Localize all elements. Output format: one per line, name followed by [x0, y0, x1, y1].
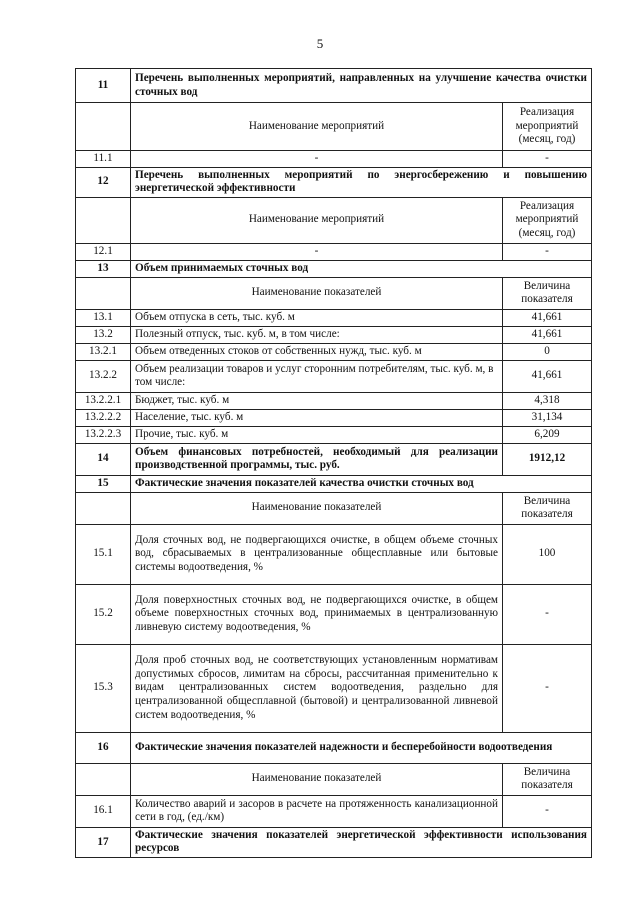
table-row [76, 409, 592, 426]
row-number: 13.2.2.2 [76, 409, 131, 426]
row-name: Объем отпуска в сеть, тыс. куб. м [131, 309, 503, 326]
table-row [76, 584, 592, 644]
row-number: 12.1 [76, 243, 131, 260]
row-value: 31,134 [503, 409, 592, 426]
table-row [76, 151, 592, 168]
row-value: 100 [503, 524, 592, 584]
section-number: 15 [76, 475, 131, 492]
row-number: 15.3 [76, 644, 131, 732]
header-row [76, 197, 592, 243]
section-title: Фактические значения показателей надежности и бесперебойности водоотведения [131, 732, 592, 763]
section-number: 11 [76, 69, 131, 103]
table-row [76, 795, 592, 827]
column-header-value: Реализация мероприятий (месяц, год) [503, 197, 592, 243]
header-row [76, 763, 592, 795]
column-header-value: Величина показателя [503, 492, 592, 524]
column-header-name: Наименование показателей [131, 763, 503, 795]
total-value: 1912,12 [503, 443, 592, 475]
column-header-name: Наименование показателей [131, 277, 503, 309]
row-name: - [131, 151, 503, 168]
row-name: Доля сточных вод, не подвергающихся очистке, в общем объеме сточных вод, сбрасываемых в централизованные общесплавные или бытовые системы водоотведения, % [131, 524, 503, 584]
table-row [76, 360, 592, 392]
table-row [76, 426, 592, 443]
row-number: 13.2.2 [76, 360, 131, 392]
row-value: 0 [503, 343, 592, 360]
header-row [76, 277, 592, 309]
section-title: Объем принимаемых сточных вод [131, 260, 592, 277]
table-row [76, 309, 592, 326]
section-row [76, 443, 592, 475]
section-number: 14 [76, 443, 131, 475]
row-name: - [131, 243, 503, 260]
section-title: Перечень выполненных мероприятий по энергосбережению и повышению энергетической эффективности [131, 167, 592, 197]
column-header-value: Величина показателя [503, 277, 592, 309]
header-row [76, 492, 592, 524]
row-name: Доля поверхностных сточных вод, не подвергающихся очистке, в общем объеме поверхностных сточных вод, принимаемых в централизованную ливневую систему водоотведения, % [131, 584, 503, 644]
section-row [76, 732, 592, 763]
row-number: 13.2 [76, 326, 131, 343]
row-number: 15.1 [76, 524, 131, 584]
row-name: Прочие, тыс. куб. м [131, 426, 503, 443]
row-number: 13.2.2.1 [76, 392, 131, 409]
row-name: Количество аварий и засоров в расчете на протяженность канализационной сети в год, (ед./км) [131, 795, 503, 827]
table-row [76, 392, 592, 409]
row-number: 13.1 [76, 309, 131, 326]
row-value: 41,661 [503, 309, 592, 326]
row-name: Полезный отпуск, тыс. куб. м, в том числе: [131, 326, 503, 343]
table-row [76, 644, 592, 732]
table-row [76, 326, 592, 343]
column-header-name: Наименование мероприятий [131, 103, 503, 151]
report-table [75, 68, 592, 858]
table-row [76, 243, 592, 260]
row-number: 13.2.2.3 [76, 426, 131, 443]
section-title: Фактические значения показателей энергетической эффективности использования ресурсов [131, 827, 592, 857]
section-title: Перечень выполненных мероприятий, направленных на улучшение качества очистки сточных вод [131, 69, 592, 103]
row-name: Бюджет, тыс. куб. м [131, 392, 503, 409]
table-row [76, 524, 592, 584]
section-title: Объем финансовых потребностей, необходимый для реализации производственной программы, тыс. руб. [131, 443, 503, 475]
section-row [76, 167, 592, 197]
row-name: Доля проб сточных вод, не соответствующих установленным нормативам допустимых сбросов, лимитам на сбросы, рассчитанная применительно к видам централизованных систем водоотведения, раздельно для централизованной общесплавной (бытовой) и централизованной ливневой систем водоотведения, % [131, 644, 503, 732]
column-header-value: Величина показателя [503, 763, 592, 795]
row-number: 13.2.1 [76, 343, 131, 360]
section-number: 17 [76, 827, 131, 857]
section-row [76, 827, 592, 857]
section-number: 12 [76, 167, 131, 197]
section-row [76, 69, 592, 103]
row-value: - [503, 795, 592, 827]
header-row [76, 103, 592, 151]
row-value: - [503, 243, 592, 260]
row-name: Объем отведенных стоков от собственных нужд, тыс. куб. м [131, 343, 503, 360]
section-title: Фактические значения показателей качества очистки сточных вод [131, 475, 592, 492]
column-header-value: Реализация мероприятий (месяц, год) [503, 103, 592, 151]
row-value: 41,661 [503, 326, 592, 343]
row-number: 11.1 [76, 151, 131, 168]
row-value: 6,209 [503, 426, 592, 443]
column-header-name: Наименование показателей [131, 492, 503, 524]
row-name: Население, тыс. куб. м [131, 409, 503, 426]
row-value: - [503, 151, 592, 168]
row-name: Объем реализации товаров и услуг сторонним потребителям, тыс. куб. м, в том числе: [131, 360, 503, 392]
row-value: 41,661 [503, 360, 592, 392]
column-header-name: Наименование мероприятий [131, 197, 503, 243]
section-number: 16 [76, 732, 131, 763]
row-value: - [503, 644, 592, 732]
row-value: - [503, 584, 592, 644]
section-row [76, 475, 592, 492]
page-number: 5 [316, 36, 324, 51]
section-row [76, 260, 592, 277]
section-number: 13 [76, 260, 131, 277]
table-row [76, 343, 592, 360]
row-number: 15.2 [76, 584, 131, 644]
row-number: 16.1 [76, 795, 131, 827]
row-value: 4,318 [503, 392, 592, 409]
